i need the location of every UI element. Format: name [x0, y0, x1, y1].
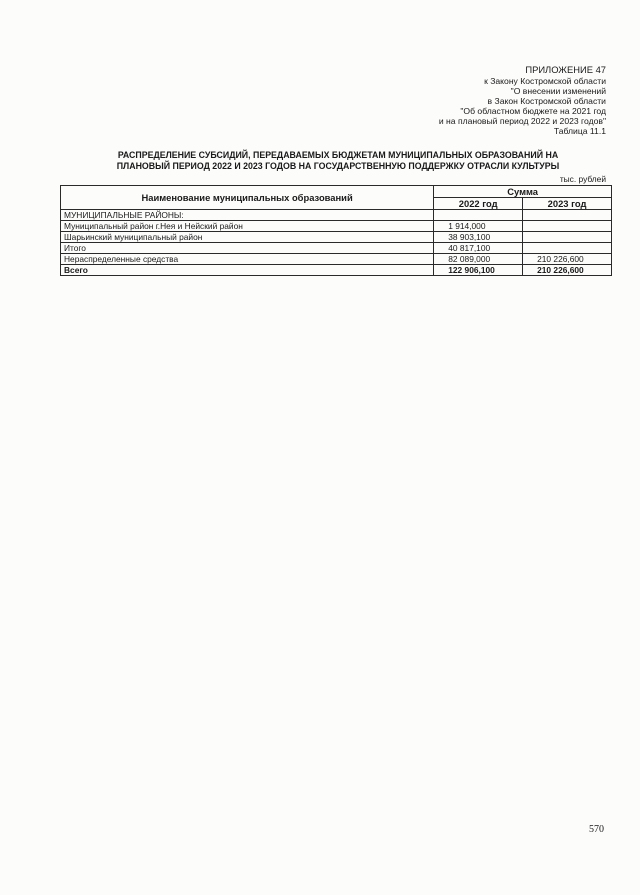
total-value-2022: 122 906,100 [434, 265, 523, 276]
appendix-header-line: и на плановый период 2022 и 2023 годов" [438, 116, 606, 126]
table-header-row [61, 186, 612, 198]
row-value-2023 [523, 243, 612, 254]
row-name: Шарьинский муниципальный район [61, 232, 434, 243]
row-value-2022: 40 817,100 [434, 243, 523, 254]
subsidy-table [60, 185, 612, 276]
total-row [61, 265, 612, 276]
appendix-header [439, 64, 606, 136]
appendix-header-line: "О внесении изменений [510, 86, 606, 96]
page-number: 570 [589, 824, 604, 835]
document-title [60, 150, 616, 172]
table-row [61, 243, 612, 254]
table-row [61, 221, 612, 232]
total-name: Всего [61, 265, 434, 276]
row-name: Итого [61, 243, 434, 254]
table-row [61, 210, 612, 221]
row-name: Муниципальный район г.Нея и Нейский район [61, 221, 434, 232]
table-row [61, 254, 612, 265]
row-value-2023: 210 226,600 [523, 254, 612, 265]
name-column-header: Наименование муниципальных образований [61, 186, 434, 210]
document-title-line: ПЛАНОВЫЙ ПЕРИОД 2022 И 2023 ГОДОВ НА ГОСУДАРСТВЕННУЮ ПОДДЕРЖКУ ОТРАСЛИ КУЛЬТУРЫ [116, 161, 560, 171]
units-label: тыс. рублей [559, 174, 606, 184]
total-value-2023: 210 226,600 [523, 265, 612, 276]
year-2022-header: 2022 год [434, 198, 523, 210]
row-name: Нераспределенные средства [61, 254, 434, 265]
row-value-2022: 38 903,100 [434, 232, 523, 243]
appendix-header-line: "Об областном бюджете на 2021 год [460, 106, 606, 116]
table-number: Таблица 11.1 [553, 126, 606, 136]
appendix-header-line: в Закон Костромской области [487, 96, 606, 106]
table-row [61, 232, 612, 243]
row-value-2022: 82 089,000 [434, 254, 523, 265]
row-name: МУНИЦИПАЛЬНЫЕ РАЙОНЫ: [61, 210, 434, 221]
row-value-2022 [434, 210, 523, 221]
row-value-2023 [523, 232, 612, 243]
row-value-2023 [523, 221, 612, 232]
sum-column-header: Сумма [434, 186, 612, 198]
row-value-2022: 1 914,000 [434, 221, 523, 232]
appendix-header-line: к Закону Костромской области [484, 76, 606, 86]
year-2023-header: 2023 год [523, 198, 612, 210]
appendix-number: ПРИЛОЖЕНИЕ 47 [525, 64, 606, 75]
row-value-2023 [523, 210, 612, 221]
document-title-line: РАСПРЕДЕЛЕНИЕ СУБСИДИЙ, ПЕРЕДАВАЕМЫХ БЮДЖЕТАМ МУНИЦИПАЛЬНЫХ ОБРАЗОВАНИЙ НА [117, 150, 559, 160]
